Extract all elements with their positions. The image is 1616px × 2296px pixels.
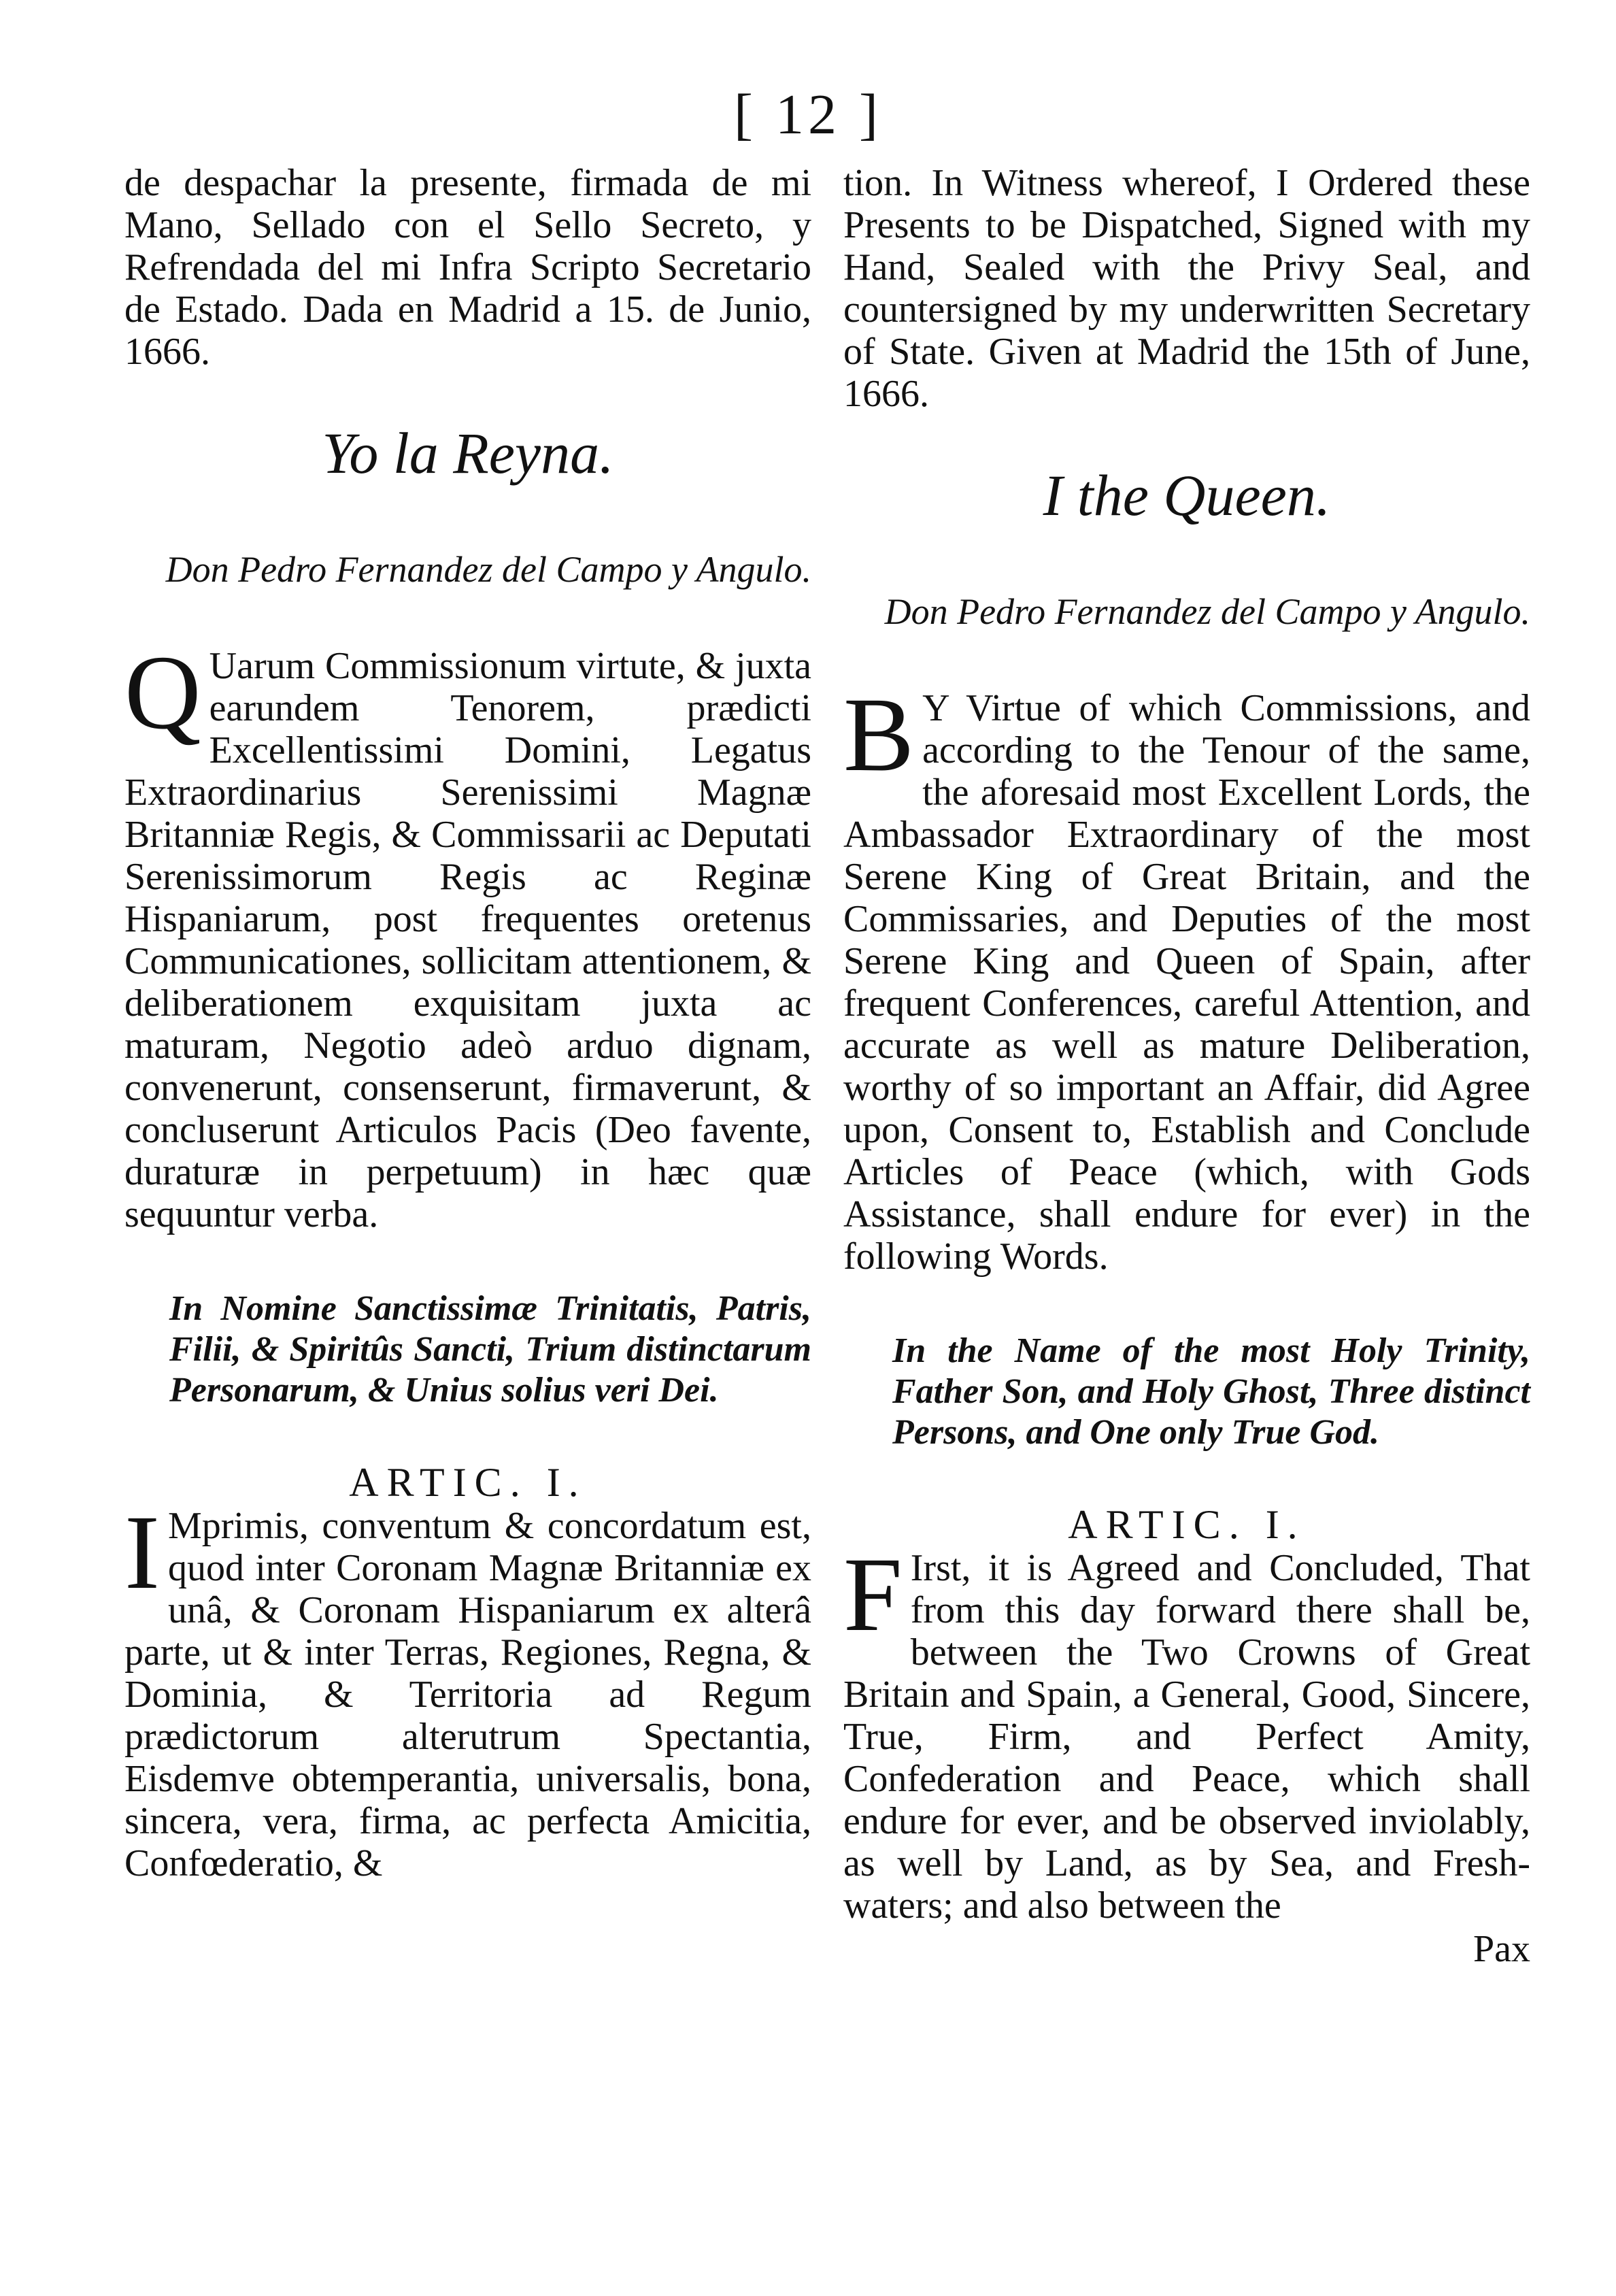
commission-paragraph-latin — [124, 633, 811, 1235]
drop-cap: F — [843, 1535, 903, 1653]
latin-column — [124, 162, 811, 1884]
invocation-english: In the Name of the most Holy Trinity, Father Son, and Holy Ghost, Three distinct Persons, and One only True God. — [892, 1331, 1530, 1452]
closing-paragraph-english: tion. In Witness whereof, I Ordered these Presents to be Dispatched, Signed with my Hand, Sealed with the Privy Seal, and countersigned by my underwritten Secretary of State. Given at Madrid the 15th of June, 1666. — [843, 162, 1530, 415]
catchword: Pax — [1473, 1928, 1530, 1970]
closing-paragraph-spanish: de despachar la presente, firmada de mi Mano, Sellado con el Sello Secreto, y Refrendada del mi Infra Scripto Secretario de Estado. Dada en Madrid a 15. de Junio, 1666. — [124, 162, 811, 373]
page-number: [ 12 ] — [734, 83, 882, 146]
article-heading-english: ARTIC. I. — [1068, 1502, 1306, 1547]
drop-cap: Q — [124, 633, 201, 751]
english-column — [843, 162, 1530, 1970]
drop-cap: B — [843, 676, 915, 793]
invocation-latin: In Nomine Sanctissimæ Trinitatis, Patris, Filii, & Spiritûs Sancti, Trium distinctarum Personarum, & Unius solius veri Dei. — [169, 1289, 811, 1410]
article-one-english — [843, 1535, 1530, 1927]
article-one-latin — [124, 1493, 811, 1884]
paragraph-text: Y Virtue of which Commissions, and according to the Tenour of the same, the aforesaid most Excellent Lords, the Ambassador Extraordinary of the most Serene King of Great Britain, and the Commissaries, and Deputies of the most Serene King and Queen of Spain, after frequent Conferences, careful Attention, and accurate as well as mature Deliberation, worthy of so important an Affair, did Agree upon, Consent to, Establish and Conclude Articles of Peace (which, with Gods Assistance, shall endure for ever) in the following Words. — [843, 687, 1530, 1278]
article-text: Mprimis, conventum & concordatum est, quod inter Coronam Magnæ Britanniæ ex unâ, & Coronam Hispaniarum ex alterâ parte, ut & inter Terras, Regiones, Regna, & Dominia, & Territoria ad Regum prædictorum alterutrum Spectantia, Eisdemve obtemperantia, universalis, bona, sincera, vera, firma, ac perfecta Amicitia, Confœderatio, & — [124, 1505, 811, 1884]
royal-signature-spanish: Yo la Reyna. — [322, 420, 614, 486]
commission-paragraph-english — [843, 676, 1530, 1278]
article-heading-latin: ARTIC. I. — [349, 1460, 587, 1505]
countersignature-english: Don Pedro Fernandez del Campo y Angulo. — [884, 591, 1530, 632]
royal-signature-english: I the Queen. — [1043, 463, 1331, 528]
drop-cap: I — [124, 1493, 160, 1611]
countersignature-spanish: Don Pedro Fernandez del Campo y Angulo. — [165, 549, 811, 590]
paragraph-text: Uarum Commissionum virtute, & juxta earundem Tenorem, prædicti Excellentissimi Domini, Legatus Extraordinarius Serenissimi Magnæ Britanniæ Regis, & Commissarii ac Deputati Serenissimorum Regis ac Reginæ Hispaniarum, post frequentes oretenus Communicationes, sollicitam attentionem, & deliberationem exquisitam juxta ac maturam, Negotio adeò arduo dignam, convenerunt, consenserunt, firmaverunt, & concluserunt Articulos Pacis (Deo favente, duraturæ in perpetuum) in hæc quæ sequuntur verba. — [124, 645, 811, 1235]
article-text: Irst, it is Agreed and Concluded, That from this day forward there shall be, between the Two Crowns of Great Britain and Spain, a General, Good, Sincere, True, Firm, and Perfect Amity, Confederation and Peace, which shall endure for ever, and be observed inviolably, as well by Land, as by Sea, and Fresh-waters; and also between the — [843, 1547, 1530, 1927]
